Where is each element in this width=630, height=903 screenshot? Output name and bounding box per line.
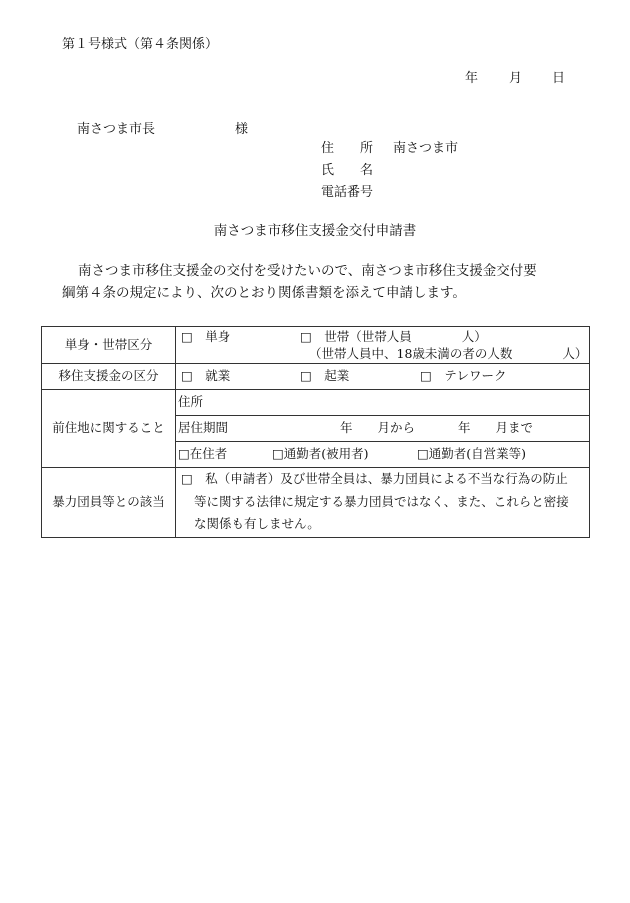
gang-declaration-line-1[interactable]: □ 私（申請者）及び世帯全員は、暴力団員による不当な行為の防止: [181, 471, 568, 486]
row-previous-address: [42, 390, 590, 416]
row-gang: [42, 468, 590, 538]
household-cell: [176, 327, 590, 364]
category-label: 移住支援金の区分: [42, 364, 176, 390]
gang-declaration-line-2: 等に関する法律に規定する暴力団員ではなく、また、これらと密接: [194, 494, 569, 509]
form-number: 第１号様式（第４条関係）: [62, 37, 219, 52]
application-table: [41, 326, 590, 538]
startup-checkbox[interactable]: □ 起業: [300, 368, 350, 383]
residence-period-label: 居住期間: [178, 420, 229, 435]
period-from: 年 月から: [340, 420, 416, 435]
gang-cell: [176, 468, 590, 538]
single-checkbox[interactable]: □ 単身: [181, 329, 231, 344]
previous-label: 前住地に関すること: [42, 390, 176, 468]
commuter-self-checkbox[interactable]: □通勤者(自営業等): [417, 446, 527, 461]
applicant-address-label: 住 所: [321, 141, 374, 156]
residence-type-cell: [176, 442, 590, 468]
gang-label: 暴力団員等との該当: [42, 468, 176, 538]
family-checkbox[interactable]: □ 世帯（世帯人員 人）: [300, 329, 487, 344]
category-cell: [176, 364, 590, 390]
applicant-address-value: 南さつま市: [393, 141, 459, 156]
previous-address-cell: [176, 390, 590, 416]
row-category: [42, 364, 590, 390]
row-household: [42, 327, 590, 364]
addressee-name: 南さつま市長: [77, 122, 156, 137]
body-line-1: 南さつま市移住支援金の交付を受けたいので、南さつま市移住支援金交付要: [78, 263, 537, 279]
date-month: 月: [509, 71, 523, 86]
date-day: 日: [552, 71, 566, 86]
gang-declaration-line-3: な関係も有しません。: [194, 516, 320, 531]
applicant-phone-label: 電話番号: [321, 185, 374, 200]
period-to: 年 月まで: [458, 420, 534, 435]
previous-address-label: 住所: [178, 394, 204, 409]
date-year: 年: [465, 71, 479, 86]
employment-checkbox[interactable]: □ 就業: [181, 368, 231, 383]
body-line-2: 綱第４条の規定により、次のとおり関係書類を添えて申請します。: [62, 285, 466, 301]
resident-checkbox[interactable]: □在住者: [178, 446, 228, 461]
addressee-honorific: 様: [235, 122, 249, 137]
applicant-name-label: 氏 名: [321, 163, 374, 178]
commuter-employee-checkbox[interactable]: □通勤者(被用者): [272, 446, 369, 461]
household-label: 単身・世帯区分: [42, 327, 176, 364]
document-title: 南さつま市移住支援金交付申請書: [213, 223, 417, 239]
family-minors: （世帯人員中、18歳未満の者の人数 人）: [309, 346, 588, 361]
telework-checkbox[interactable]: □ テレワーク: [420, 368, 507, 383]
residence-period-cell: [176, 416, 590, 442]
